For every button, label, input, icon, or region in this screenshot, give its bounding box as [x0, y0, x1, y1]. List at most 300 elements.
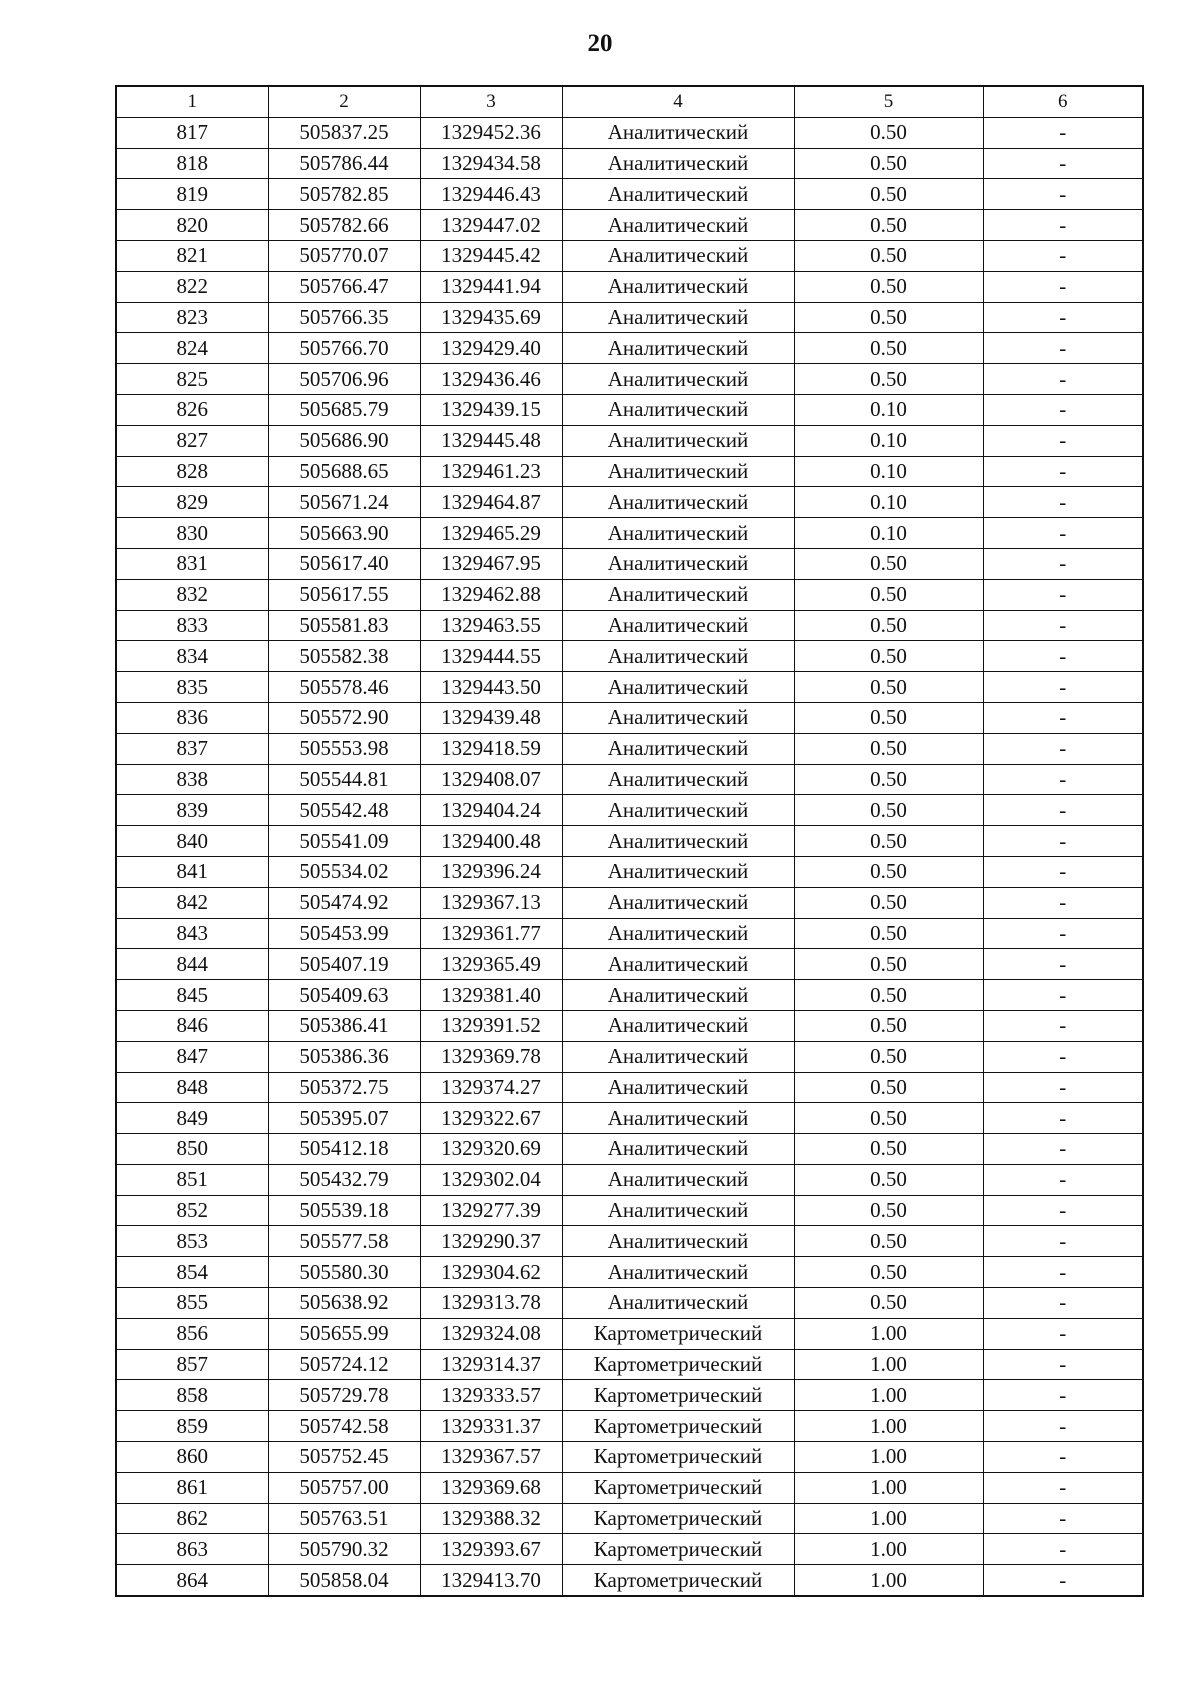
table-row [116, 702, 1143, 733]
table-row [116, 1565, 1143, 1596]
point-number-cell: 828 [116, 456, 268, 487]
accuracy-cell: 0.50 [794, 856, 983, 887]
method-cell: Аналитический [562, 887, 794, 918]
method-cell: Аналитический [562, 302, 794, 333]
x-coordinate-cell: 505724.12 [268, 1349, 420, 1380]
note-cell: - [983, 456, 1143, 487]
y-coordinate-cell: 1329445.42 [420, 240, 562, 271]
note-cell: - [983, 702, 1143, 733]
y-coordinate-cell: 1329313.78 [420, 1288, 562, 1319]
table-row [116, 148, 1143, 179]
point-number-cell: 847 [116, 1041, 268, 1072]
y-coordinate-cell: 1329408.07 [420, 764, 562, 795]
note-cell: - [983, 610, 1143, 641]
note-cell: - [983, 487, 1143, 518]
y-coordinate-cell: 1329393.67 [420, 1534, 562, 1565]
accuracy-cell: 1.00 [794, 1534, 983, 1565]
note-cell: - [983, 333, 1143, 364]
point-number-cell: 863 [116, 1534, 268, 1565]
point-number-cell: 852 [116, 1195, 268, 1226]
table-row [116, 1503, 1143, 1534]
point-number-cell: 860 [116, 1442, 268, 1473]
table-row [116, 1134, 1143, 1165]
accuracy-cell: 0.50 [794, 148, 983, 179]
method-cell: Аналитический [562, 210, 794, 241]
table-row [116, 271, 1143, 302]
method-cell: Аналитический [562, 1195, 794, 1226]
x-coordinate-cell: 505453.99 [268, 918, 420, 949]
point-number-cell: 818 [116, 148, 268, 179]
table-row [116, 980, 1143, 1011]
x-coordinate-cell: 505763.51 [268, 1503, 420, 1534]
accuracy-cell: 0.50 [794, 918, 983, 949]
point-number-cell: 820 [116, 210, 268, 241]
table-row [116, 333, 1143, 364]
y-coordinate-cell: 1329462.88 [420, 579, 562, 610]
x-coordinate-cell: 505395.07 [268, 1103, 420, 1134]
method-cell: Картометрический [562, 1349, 794, 1380]
x-coordinate-cell: 505729.78 [268, 1380, 420, 1411]
x-coordinate-cell: 505372.75 [268, 1072, 420, 1103]
method-cell: Аналитический [562, 610, 794, 641]
x-coordinate-cell: 505782.66 [268, 210, 420, 241]
y-coordinate-cell: 1329439.15 [420, 394, 562, 425]
table-row [116, 179, 1143, 210]
accuracy-cell: 0.50 [794, 1134, 983, 1165]
x-coordinate-cell: 505663.90 [268, 518, 420, 549]
accuracy-cell: 1.00 [794, 1411, 983, 1442]
column-header: 3 [420, 86, 562, 117]
x-coordinate-cell: 505534.02 [268, 856, 420, 887]
y-coordinate-cell: 1329444.55 [420, 641, 562, 672]
point-number-cell: 844 [116, 949, 268, 980]
x-coordinate-cell: 505766.35 [268, 302, 420, 333]
x-coordinate-cell: 505432.79 [268, 1164, 420, 1195]
accuracy-cell: 1.00 [794, 1318, 983, 1349]
y-coordinate-cell: 1329322.67 [420, 1103, 562, 1134]
column-header: 4 [562, 86, 794, 117]
accuracy-cell: 0.50 [794, 1164, 983, 1195]
table-row [116, 117, 1143, 148]
method-cell: Аналитический [562, 148, 794, 179]
x-coordinate-cell: 505617.40 [268, 548, 420, 579]
accuracy-cell: 0.50 [794, 1226, 983, 1257]
y-coordinate-cell: 1329333.57 [420, 1380, 562, 1411]
column-header: 2 [268, 86, 420, 117]
method-cell: Аналитический [562, 240, 794, 271]
note-cell: - [983, 672, 1143, 703]
table-row [116, 487, 1143, 518]
method-cell: Аналитический [562, 826, 794, 857]
accuracy-cell: 0.50 [794, 795, 983, 826]
x-coordinate-cell: 505386.41 [268, 1010, 420, 1041]
method-cell: Аналитический [562, 425, 794, 456]
method-cell: Аналитический [562, 641, 794, 672]
point-number-cell: 842 [116, 887, 268, 918]
x-coordinate-cell: 505671.24 [268, 487, 420, 518]
accuracy-cell: 0.50 [794, 733, 983, 764]
x-coordinate-cell: 505766.47 [268, 271, 420, 302]
y-coordinate-cell: 1329463.55 [420, 610, 562, 641]
x-coordinate-cell: 505553.98 [268, 733, 420, 764]
method-cell: Аналитический [562, 394, 794, 425]
method-cell: Картометрический [562, 1318, 794, 1349]
method-cell: Аналитический [562, 672, 794, 703]
note-cell: - [983, 887, 1143, 918]
point-number-cell: 819 [116, 179, 268, 210]
y-coordinate-cell: 1329413.70 [420, 1565, 562, 1596]
method-cell: Аналитический [562, 1164, 794, 1195]
accuracy-cell: 0.10 [794, 456, 983, 487]
note-cell: - [983, 949, 1143, 980]
note-cell: - [983, 302, 1143, 333]
note-cell: - [983, 795, 1143, 826]
method-cell: Картометрический [562, 1380, 794, 1411]
x-coordinate-cell: 505544.81 [268, 764, 420, 795]
point-number-cell: 858 [116, 1380, 268, 1411]
y-coordinate-cell: 1329404.24 [420, 795, 562, 826]
point-number-cell: 845 [116, 980, 268, 1011]
note-cell: - [983, 1041, 1143, 1072]
method-cell: Аналитический [562, 702, 794, 733]
point-number-cell: 840 [116, 826, 268, 857]
x-coordinate-cell: 505742.58 [268, 1411, 420, 1442]
y-coordinate-cell: 1329435.69 [420, 302, 562, 333]
note-cell: - [983, 764, 1143, 795]
note-cell: - [983, 1010, 1143, 1041]
accuracy-cell: 0.50 [794, 610, 983, 641]
table-row [116, 425, 1143, 456]
method-cell: Аналитический [562, 456, 794, 487]
method-cell: Аналитический [562, 548, 794, 579]
column-header: 6 [983, 86, 1143, 117]
note-cell: - [983, 240, 1143, 271]
table-row [116, 1349, 1143, 1380]
point-number-cell: 827 [116, 425, 268, 456]
point-number-cell: 848 [116, 1072, 268, 1103]
table-row [116, 1288, 1143, 1319]
note-cell: - [983, 364, 1143, 395]
y-coordinate-cell: 1329452.36 [420, 117, 562, 148]
method-cell: Аналитический [562, 1010, 794, 1041]
point-number-cell: 822 [116, 271, 268, 302]
table-row [116, 918, 1143, 949]
point-number-cell: 841 [116, 856, 268, 887]
table-row [116, 641, 1143, 672]
table-row [116, 1103, 1143, 1134]
method-cell: Картометрический [562, 1503, 794, 1534]
point-number-cell: 843 [116, 918, 268, 949]
point-number-cell: 825 [116, 364, 268, 395]
note-cell: - [983, 548, 1143, 579]
point-number-cell: 856 [116, 1318, 268, 1349]
note-cell: - [983, 1565, 1143, 1596]
method-cell: Аналитический [562, 949, 794, 980]
accuracy-cell: 0.50 [794, 179, 983, 210]
method-cell: Аналитический [562, 1103, 794, 1134]
table-row [116, 1257, 1143, 1288]
point-number-cell: 859 [116, 1411, 268, 1442]
coordinates-table [115, 85, 1144, 1597]
y-coordinate-cell: 1329324.08 [420, 1318, 562, 1349]
accuracy-cell: 0.50 [794, 1288, 983, 1319]
y-coordinate-cell: 1329374.27 [420, 1072, 562, 1103]
column-header: 5 [794, 86, 983, 117]
y-coordinate-cell: 1329467.95 [420, 548, 562, 579]
y-coordinate-cell: 1329361.77 [420, 918, 562, 949]
method-cell: Аналитический [562, 1041, 794, 1072]
y-coordinate-cell: 1329290.37 [420, 1226, 562, 1257]
x-coordinate-cell: 505786.44 [268, 148, 420, 179]
method-cell: Аналитический [562, 1257, 794, 1288]
method-cell: Аналитический [562, 1288, 794, 1319]
accuracy-cell: 0.50 [794, 1041, 983, 1072]
accuracy-cell: 0.50 [794, 980, 983, 1011]
table-row [116, 1072, 1143, 1103]
table-row [116, 856, 1143, 887]
accuracy-cell: 0.50 [794, 271, 983, 302]
note-cell: - [983, 1318, 1143, 1349]
note-cell: - [983, 1134, 1143, 1165]
table-row [116, 672, 1143, 703]
y-coordinate-cell: 1329304.62 [420, 1257, 562, 1288]
point-number-cell: 861 [116, 1472, 268, 1503]
y-coordinate-cell: 1329388.32 [420, 1503, 562, 1534]
x-coordinate-cell: 505407.19 [268, 949, 420, 980]
x-coordinate-cell: 505577.58 [268, 1226, 420, 1257]
y-coordinate-cell: 1329381.40 [420, 980, 562, 1011]
accuracy-cell: 0.10 [794, 487, 983, 518]
method-cell: Аналитический [562, 733, 794, 764]
accuracy-cell: 0.50 [794, 210, 983, 241]
x-coordinate-cell: 505578.46 [268, 672, 420, 703]
accuracy-cell: 1.00 [794, 1349, 983, 1380]
point-number-cell: 831 [116, 548, 268, 579]
note-cell: - [983, 210, 1143, 241]
x-coordinate-cell: 505757.00 [268, 1472, 420, 1503]
method-cell: Аналитический [562, 1134, 794, 1165]
page-number: 20 [587, 30, 613, 57]
x-coordinate-cell: 505706.96 [268, 364, 420, 395]
point-number-cell: 834 [116, 641, 268, 672]
x-coordinate-cell: 505541.09 [268, 826, 420, 857]
point-number-cell: 836 [116, 702, 268, 733]
method-cell: Аналитический [562, 980, 794, 1011]
x-coordinate-cell: 505617.55 [268, 579, 420, 610]
note-cell: - [983, 918, 1143, 949]
note-cell: - [983, 1380, 1143, 1411]
point-number-cell: 850 [116, 1134, 268, 1165]
table-row [116, 394, 1143, 425]
accuracy-cell: 0.50 [794, 1195, 983, 1226]
note-cell: - [983, 394, 1143, 425]
note-cell: - [983, 425, 1143, 456]
accuracy-cell: 0.50 [794, 887, 983, 918]
note-cell: - [983, 1072, 1143, 1103]
x-coordinate-cell: 505539.18 [268, 1195, 420, 1226]
x-coordinate-cell: 505770.07 [268, 240, 420, 271]
accuracy-cell: 0.10 [794, 425, 983, 456]
note-cell: - [983, 826, 1143, 857]
note-cell: - [983, 1164, 1143, 1195]
note-cell: - [983, 117, 1143, 148]
y-coordinate-cell: 1329434.58 [420, 148, 562, 179]
table-row [116, 1472, 1143, 1503]
accuracy-cell: 0.50 [794, 641, 983, 672]
table-row [116, 456, 1143, 487]
table-row [116, 240, 1143, 271]
note-cell: - [983, 271, 1143, 302]
table-row [116, 764, 1143, 795]
table-header-row [116, 86, 1143, 117]
accuracy-cell: 1.00 [794, 1442, 983, 1473]
accuracy-cell: 0.50 [794, 764, 983, 795]
note-cell: - [983, 641, 1143, 672]
point-number-cell: 857 [116, 1349, 268, 1380]
y-coordinate-cell: 1329302.04 [420, 1164, 562, 1195]
table-row [116, 579, 1143, 610]
accuracy-cell: 0.50 [794, 364, 983, 395]
table-row [116, 364, 1143, 395]
table-row [116, 949, 1143, 980]
column-header: 1 [116, 86, 268, 117]
accuracy-cell: 0.50 [794, 949, 983, 980]
method-cell: Аналитический [562, 918, 794, 949]
y-coordinate-cell: 1329465.29 [420, 518, 562, 549]
x-coordinate-cell: 505412.18 [268, 1134, 420, 1165]
table-row [116, 302, 1143, 333]
note-cell: - [983, 1534, 1143, 1565]
y-coordinate-cell: 1329369.68 [420, 1472, 562, 1503]
accuracy-cell: 0.50 [794, 333, 983, 364]
y-coordinate-cell: 1329277.39 [420, 1195, 562, 1226]
method-cell: Аналитический [562, 856, 794, 887]
y-coordinate-cell: 1329446.43 [420, 179, 562, 210]
point-number-cell: 826 [116, 394, 268, 425]
method-cell: Аналитический [562, 764, 794, 795]
accuracy-cell: 0.10 [794, 394, 983, 425]
accuracy-cell: 1.00 [794, 1565, 983, 1596]
x-coordinate-cell: 505474.92 [268, 887, 420, 918]
method-cell: Картометрический [562, 1472, 794, 1503]
method-cell: Картометрический [562, 1565, 794, 1596]
accuracy-cell: 1.00 [794, 1380, 983, 1411]
table-row [116, 210, 1143, 241]
note-cell: - [983, 579, 1143, 610]
x-coordinate-cell: 505837.25 [268, 117, 420, 148]
point-number-cell: 837 [116, 733, 268, 764]
y-coordinate-cell: 1329445.48 [420, 425, 562, 456]
y-coordinate-cell: 1329396.24 [420, 856, 562, 887]
method-cell: Аналитический [562, 117, 794, 148]
method-cell: Аналитический [562, 1226, 794, 1257]
note-cell: - [983, 148, 1143, 179]
x-coordinate-cell: 505655.99 [268, 1318, 420, 1349]
accuracy-cell: 0.50 [794, 1103, 983, 1134]
method-cell: Картометрический [562, 1442, 794, 1473]
point-number-cell: 849 [116, 1103, 268, 1134]
point-number-cell: 851 [116, 1164, 268, 1195]
point-number-cell: 838 [116, 764, 268, 795]
x-coordinate-cell: 505581.83 [268, 610, 420, 641]
point-number-cell: 817 [116, 117, 268, 148]
x-coordinate-cell: 505542.48 [268, 795, 420, 826]
y-coordinate-cell: 1329400.48 [420, 826, 562, 857]
accuracy-cell: 0.50 [794, 826, 983, 857]
method-cell: Аналитический [562, 518, 794, 549]
x-coordinate-cell: 505858.04 [268, 1565, 420, 1596]
accuracy-cell: 0.50 [794, 240, 983, 271]
method-cell: Аналитический [562, 579, 794, 610]
table-row [116, 1411, 1143, 1442]
y-coordinate-cell: 1329320.69 [420, 1134, 562, 1165]
y-coordinate-cell: 1329418.59 [420, 733, 562, 764]
accuracy-cell: 0.50 [794, 117, 983, 148]
note-cell: - [983, 1195, 1143, 1226]
point-number-cell: 835 [116, 672, 268, 703]
x-coordinate-cell: 505582.38 [268, 641, 420, 672]
y-coordinate-cell: 1329367.13 [420, 887, 562, 918]
point-number-cell: 864 [116, 1565, 268, 1596]
x-coordinate-cell: 505580.30 [268, 1257, 420, 1288]
table-row [116, 1041, 1143, 1072]
table-body [116, 117, 1143, 1596]
table-row [116, 1195, 1143, 1226]
y-coordinate-cell: 1329367.57 [420, 1442, 562, 1473]
point-number-cell: 829 [116, 487, 268, 518]
point-number-cell: 846 [116, 1010, 268, 1041]
y-coordinate-cell: 1329436.46 [420, 364, 562, 395]
note-cell: - [983, 1257, 1143, 1288]
y-coordinate-cell: 1329314.37 [420, 1349, 562, 1380]
method-cell: Аналитический [562, 179, 794, 210]
point-number-cell: 821 [116, 240, 268, 271]
table-row [116, 518, 1143, 549]
x-coordinate-cell: 505638.92 [268, 1288, 420, 1319]
point-number-cell: 862 [116, 1503, 268, 1534]
x-coordinate-cell: 505790.32 [268, 1534, 420, 1565]
point-number-cell: 832 [116, 579, 268, 610]
x-coordinate-cell: 505752.45 [268, 1442, 420, 1473]
point-number-cell: 830 [116, 518, 268, 549]
y-coordinate-cell: 1329369.78 [420, 1041, 562, 1072]
note-cell: - [983, 1349, 1143, 1380]
method-cell: Аналитический [562, 795, 794, 826]
method-cell: Аналитический [562, 487, 794, 518]
table-row [116, 1380, 1143, 1411]
point-number-cell: 823 [116, 302, 268, 333]
accuracy-cell: 0.50 [794, 579, 983, 610]
accuracy-cell: 0.50 [794, 672, 983, 703]
method-cell: Аналитический [562, 1072, 794, 1103]
accuracy-cell: 0.50 [794, 548, 983, 579]
note-cell: - [983, 733, 1143, 764]
y-coordinate-cell: 1329391.52 [420, 1010, 562, 1041]
note-cell: - [983, 980, 1143, 1011]
table-row [116, 826, 1143, 857]
x-coordinate-cell: 505685.79 [268, 394, 420, 425]
table-row [116, 795, 1143, 826]
x-coordinate-cell: 505686.90 [268, 425, 420, 456]
x-coordinate-cell: 505782.85 [268, 179, 420, 210]
y-coordinate-cell: 1329429.40 [420, 333, 562, 364]
y-coordinate-cell: 1329439.48 [420, 702, 562, 733]
method-cell: Аналитический [562, 333, 794, 364]
table-row [116, 548, 1143, 579]
accuracy-cell: 0.10 [794, 518, 983, 549]
note-cell: - [983, 1103, 1143, 1134]
y-coordinate-cell: 1329461.23 [420, 456, 562, 487]
